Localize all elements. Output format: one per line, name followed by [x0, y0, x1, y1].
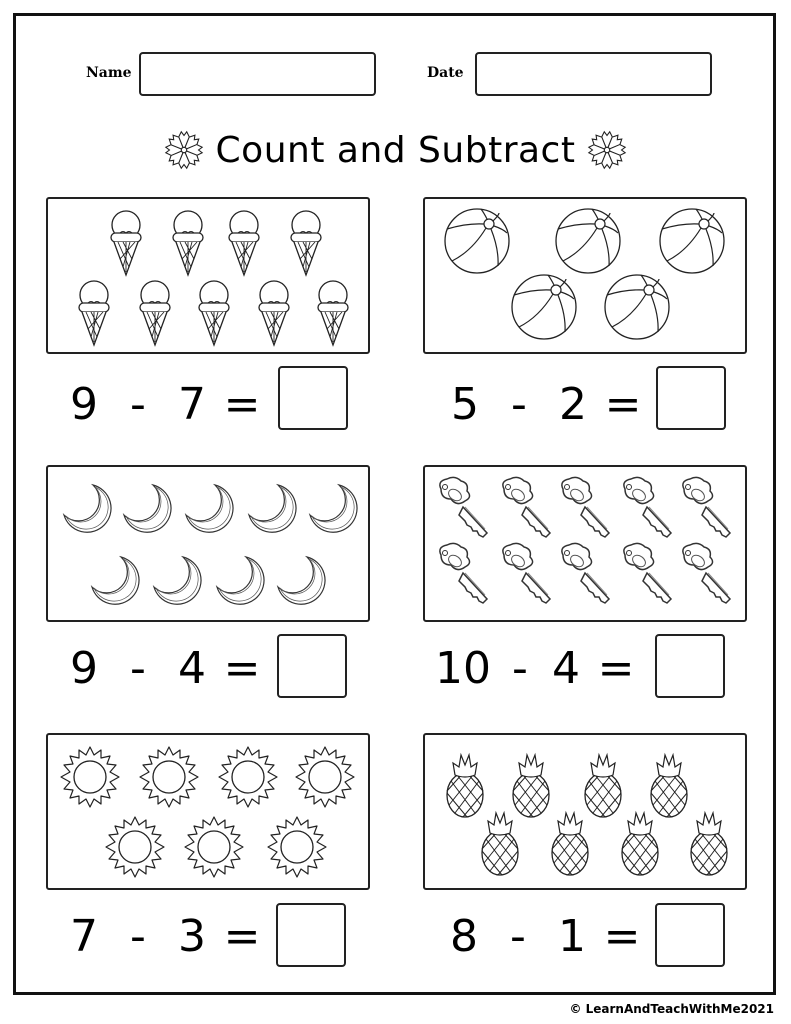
flower-icon: [164, 128, 204, 172]
equals-sign: =: [223, 378, 261, 430]
page-title-row: [0, 122, 791, 178]
date-label: Date: [427, 65, 464, 81]
minuend: 10: [435, 642, 491, 694]
minus-sign: -: [130, 642, 146, 694]
crescent-moon-icon: [48, 467, 368, 620]
beach-ball-icon: [425, 199, 745, 352]
subtrahend: 1: [558, 910, 586, 962]
name-field[interactable]: [139, 52, 376, 96]
equals-sign: =: [597, 642, 635, 694]
picture-panel-moon: [46, 465, 370, 622]
equals-sign: =: [223, 642, 261, 694]
minus-sign: -: [512, 642, 528, 694]
page-title: Count and Subtract: [215, 129, 576, 171]
minuend: 9: [70, 378, 98, 430]
picture-panel-icecream: [46, 197, 370, 354]
minuend: 7: [70, 910, 98, 962]
minus-sign: -: [511, 378, 527, 430]
equation-3: [66, 636, 274, 700]
answer-box-4[interactable]: [655, 634, 725, 698]
answer-box-1[interactable]: [278, 366, 348, 430]
subtrahend: 7: [178, 378, 206, 430]
pineapple-icon: [425, 735, 745, 888]
equals-sign: =: [604, 378, 642, 430]
equation-5: [66, 904, 274, 968]
key-icon: [425, 467, 745, 620]
name-label: Name: [86, 65, 132, 81]
answer-box-5[interactable]: [276, 903, 346, 967]
subtrahend: 3: [178, 910, 206, 962]
picture-panel-key: [423, 465, 747, 622]
minuend: 8: [450, 910, 478, 962]
minuend: 5: [451, 378, 479, 430]
subtrahend: 2: [559, 378, 587, 430]
picture-panel-pineapple: [423, 733, 747, 890]
subtrahend: 4: [552, 642, 580, 694]
equation-1: [66, 372, 274, 436]
ice-cream-icon: [48, 199, 368, 352]
subtrahend: 4: [178, 642, 206, 694]
minus-sign: -: [130, 378, 146, 430]
sun-icon: [48, 735, 368, 888]
flower-icon: [587, 128, 627, 172]
minuend: 9: [70, 642, 98, 694]
copyright-notice: © LearnAndTeachWithMe2021: [569, 1002, 774, 1016]
answer-box-3[interactable]: [277, 634, 347, 698]
answer-box-2[interactable]: [656, 366, 726, 430]
minus-sign: -: [130, 910, 146, 962]
equation-2: [447, 372, 655, 436]
equals-sign: =: [223, 910, 261, 962]
equation-4: [434, 636, 648, 700]
equals-sign: =: [603, 910, 641, 962]
equation-6: [446, 904, 654, 968]
date-field[interactable]: [475, 52, 712, 96]
picture-panel-sun: [46, 733, 370, 890]
answer-box-6[interactable]: [655, 903, 725, 967]
picture-panel-beachball: [423, 197, 747, 354]
minus-sign: -: [510, 910, 526, 962]
